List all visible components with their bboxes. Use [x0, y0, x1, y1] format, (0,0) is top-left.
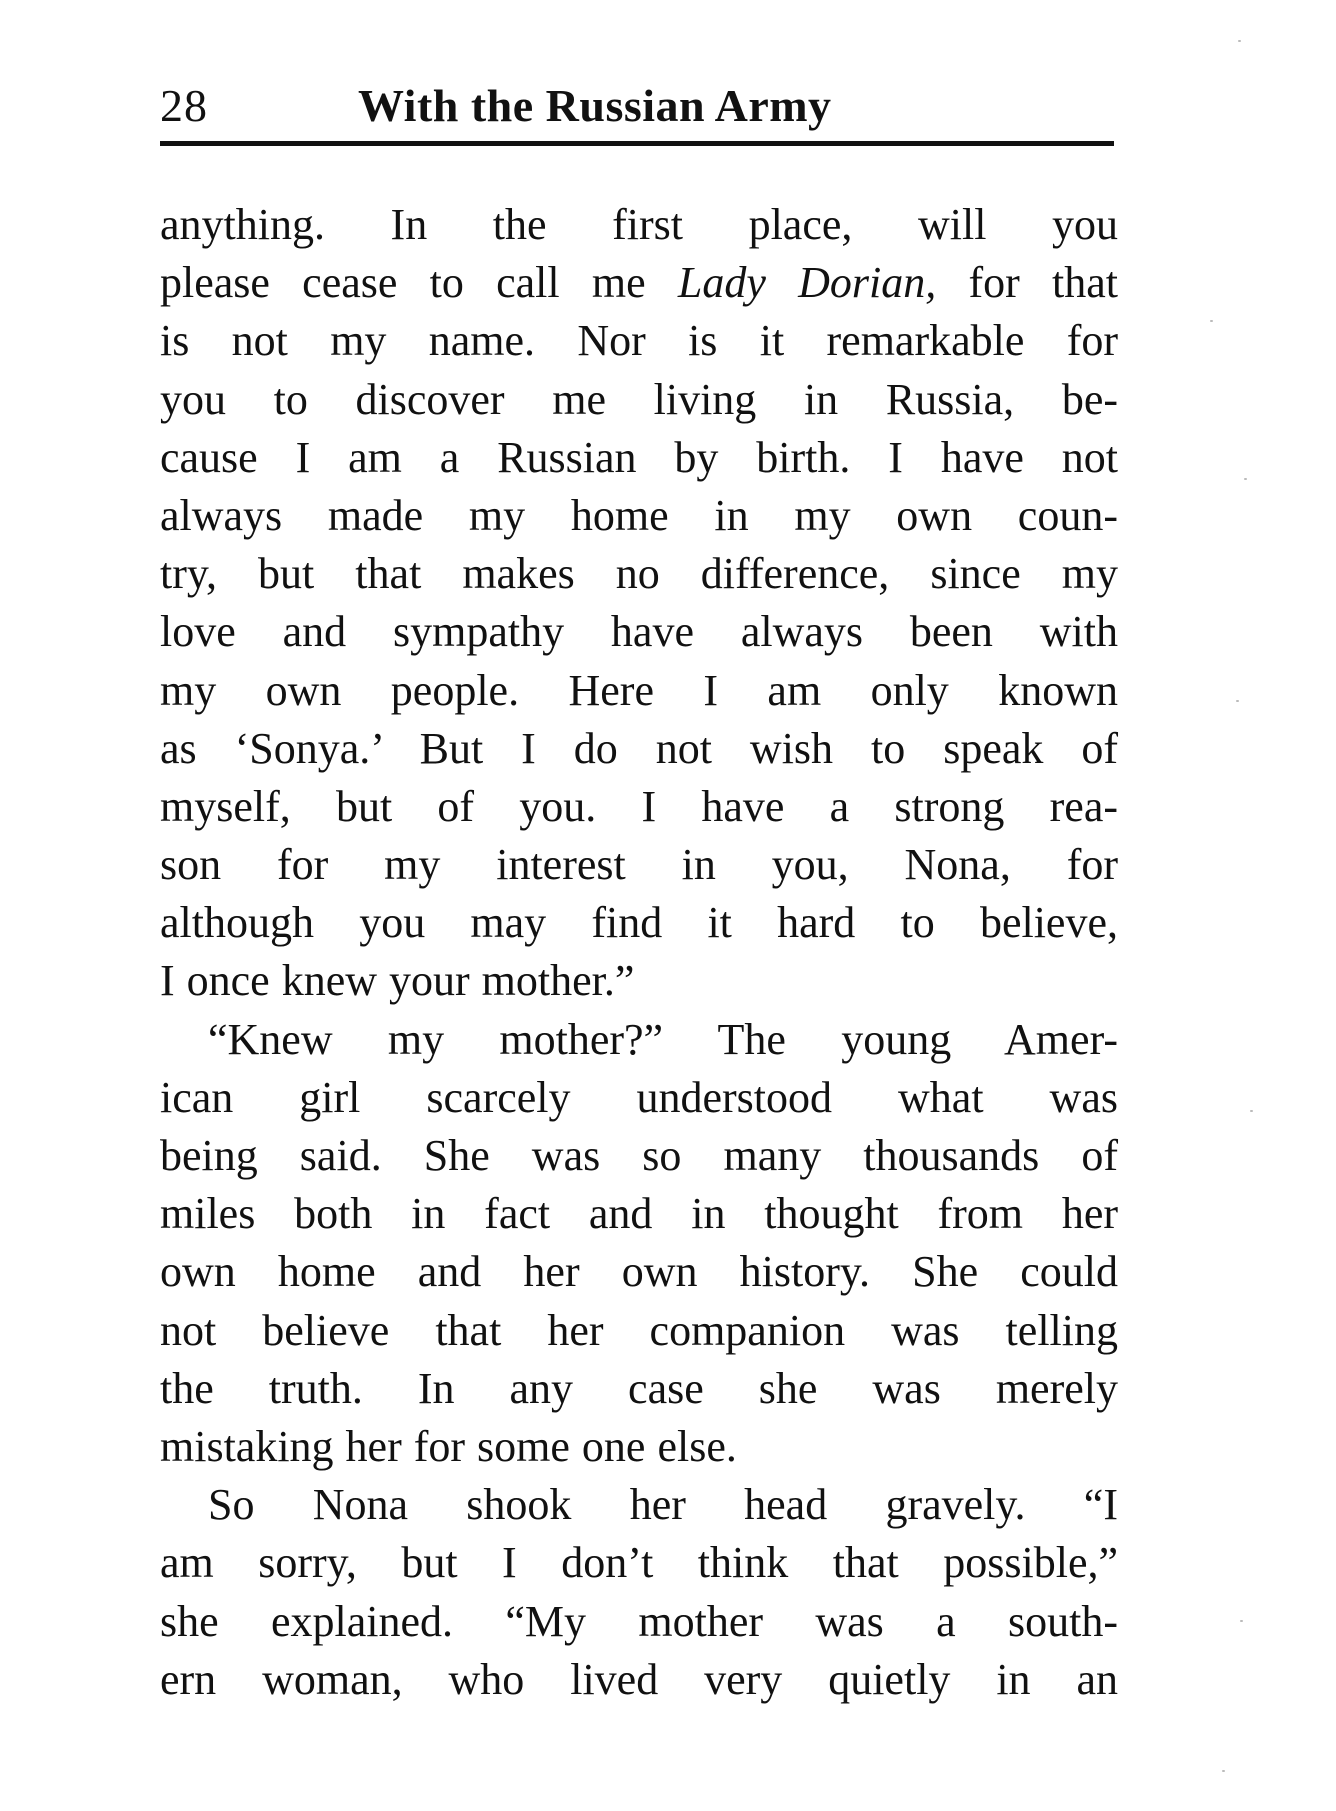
text-line: as ‘Sonya.’ But I do not wish to speak of	[160, 723, 1118, 773]
scan-speck	[1222, 1770, 1225, 1772]
text-line: being said. She was so many thousands of	[160, 1131, 1118, 1180]
text-line: not believe that her companion was telling	[160, 1305, 1118, 1355]
text-line: son for my interest in you, Nona, for	[160, 840, 1118, 890]
header-rule	[160, 141, 1114, 146]
page-number: 28	[160, 80, 208, 131]
text-line: am sorry, but I don’t think that possible,”	[160, 1538, 1118, 1588]
text-line: she explained. “My mother was a south-	[160, 1596, 1118, 1646]
scan-speck	[1236, 700, 1239, 702]
italic-name: Lady Dorian,	[677, 258, 937, 308]
body-text	[160, 196, 1118, 1709]
text-line: although you may find it hard to believe,	[160, 898, 1118, 948]
text-line: cause I am a Russian by birth. I have not	[160, 432, 1118, 482]
running-head	[160, 76, 1108, 136]
text-line: miles both in fact and in thought from her	[160, 1189, 1118, 1239]
scan-speck	[1238, 40, 1241, 42]
text-line: ican girl scarcely understood what was	[160, 1072, 1118, 1122]
paragraph-first-line: “Knew my mother?” The young Amer-	[208, 1014, 1118, 1064]
paragraph-first-line: So Nona shook her head gravely. “I	[208, 1480, 1118, 1530]
text-line: myself, but of you. I have a strong rea-	[160, 781, 1118, 831]
text-line: the truth. In any case she was merely	[160, 1363, 1118, 1413]
scan-speck	[1240, 1620, 1243, 1622]
text-line: is not my name. Nor is it remarkable for	[160, 316, 1118, 366]
running-title: With the Russian Army	[358, 80, 832, 131]
text-line: ern woman, who lived very quietly in an	[160, 1654, 1118, 1704]
text-line: I once knew your mother.”	[160, 956, 635, 1006]
text-line: you to discover me living in Russia, be-	[160, 374, 1118, 424]
text-line: mistaking her for some one else.	[160, 1421, 737, 1471]
text-fragment: please cease to call me	[160, 258, 678, 308]
scan-speck	[1210, 320, 1213, 322]
text-line: anything. In the first place, will you	[160, 200, 1118, 249]
text-line-with-italic	[160, 254, 1118, 312]
text-line: try, but that makes no difference, since my	[160, 549, 1118, 599]
scan-speck	[1244, 478, 1247, 480]
text-line: always made my home in my own coun-	[160, 490, 1118, 540]
text-line: love and sympathy have always been with	[160, 607, 1118, 657]
text-line: own home and her own history. She could	[160, 1247, 1118, 1297]
text-line: my own people. Here I am only known	[160, 665, 1118, 715]
text-fragment: for that	[936, 258, 1118, 308]
scan-speck	[1250, 1110, 1253, 1112]
